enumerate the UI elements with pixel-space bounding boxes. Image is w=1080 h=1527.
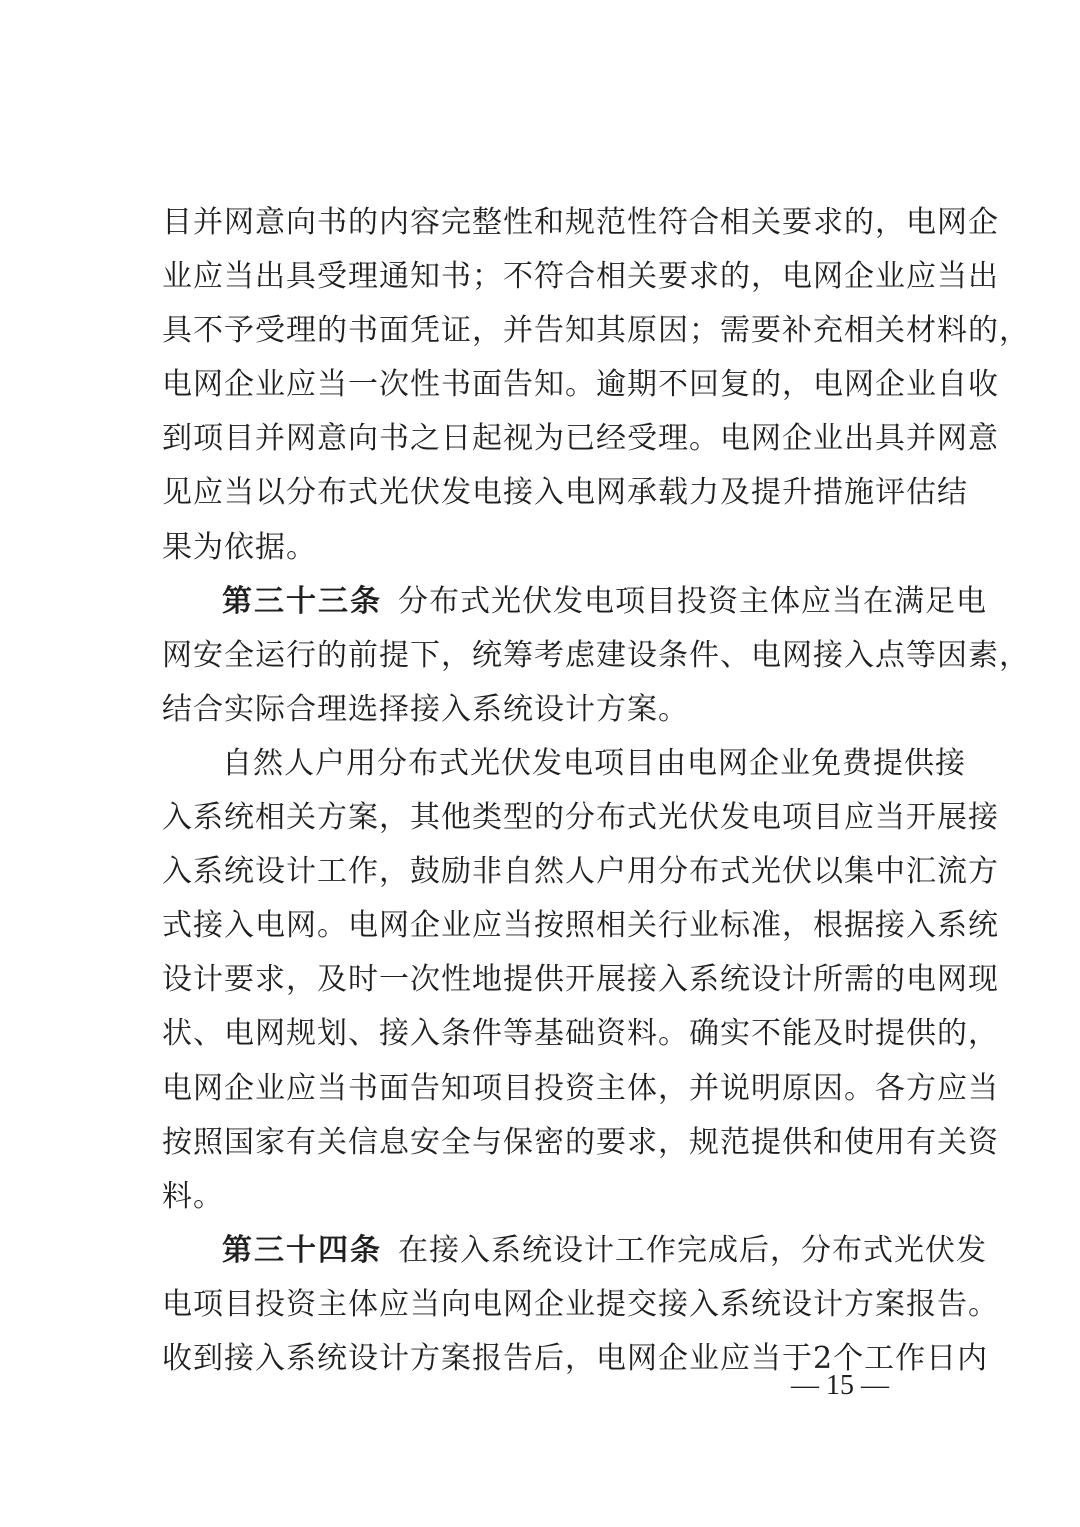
text-line: 果为依据。 — [162, 529, 317, 565]
article-34-first-line — [162, 1224, 987, 1278]
text-line: 按照国家有关信息安全与保密的要求，规范提供和使用有关资 — [162, 1124, 999, 1160]
text-line: 目并网意向书的内容完整性和规范性符合相关要求的，电网企 — [162, 205, 999, 240]
text-line: 结合实际合理选择接入系统设计方案。 — [162, 691, 689, 727]
text-line: 到项目并网意向书之日起视为已经受理。电网企业出具并网意 — [162, 421, 999, 457]
text-line: 电网企业应当一次性书面告知。逾期不回复的，电网企业自收 — [162, 367, 999, 403]
text-line: 入系统设计工作，鼓励非自然人户用分布式光伏以集中汇流方 — [162, 854, 999, 890]
paragraph-first-line: 自然人户用分布式光伏发电项目由电网企业免费提供接 — [222, 745, 966, 781]
article-33-text: 分布式光伏发电项目投资主体应当在满足电 — [398, 583, 987, 619]
text-line: 网安全运行的前提下，统筹考虑建设条件、电网接入点等因素， — [162, 637, 1030, 673]
article-33-heading: 第三十三条 — [222, 583, 382, 619]
text-line: 设计要求，及时一次性地提供开展接入系统设计所需的电网现 — [162, 962, 999, 998]
text-line: 料。 — [162, 1178, 224, 1214]
article-33-first-line — [162, 575, 987, 629]
text-line: 电网企业应当书面告知项目投资主体，并说明原因。各方应当 — [162, 1070, 999, 1106]
text-line: 式接入电网。电网企业应当按照相关行业标准，根据接入系统 — [162, 908, 999, 944]
text-line: 电项目投资主体应当向电网企业提交接入系统设计方案报告。 — [162, 1286, 999, 1322]
text-line: 见应当以分布式光伏发电接入电网承载力及提升措施评估结 — [162, 475, 968, 511]
page-number: — 15 — — [791, 1370, 889, 1401]
text-line: 入系统相关方案，其他类型的分布式光伏发电项目应当开展接 — [162, 800, 999, 836]
text-line: 业应当出具受理通知书；不符合相关要求的，电网企业应当出 — [162, 259, 999, 295]
body-text — [162, 196, 1030, 1386]
article-34-heading: 第三十四条 — [222, 1232, 382, 1268]
text-line: 具不予受理的书面凭证，并告知其原因；需要补充相关材料的， — [162, 313, 1030, 349]
text-line: 状、电网规划、接入条件等基础资料。确实不能及时提供的， — [162, 1016, 999, 1052]
text-line: 收到接入系统设计方案报告后，电网企业应当于2个工作日内 — [162, 1340, 989, 1376]
article-34-text: 在接入系统设计工作完成后，分布式光伏发 — [398, 1232, 987, 1268]
